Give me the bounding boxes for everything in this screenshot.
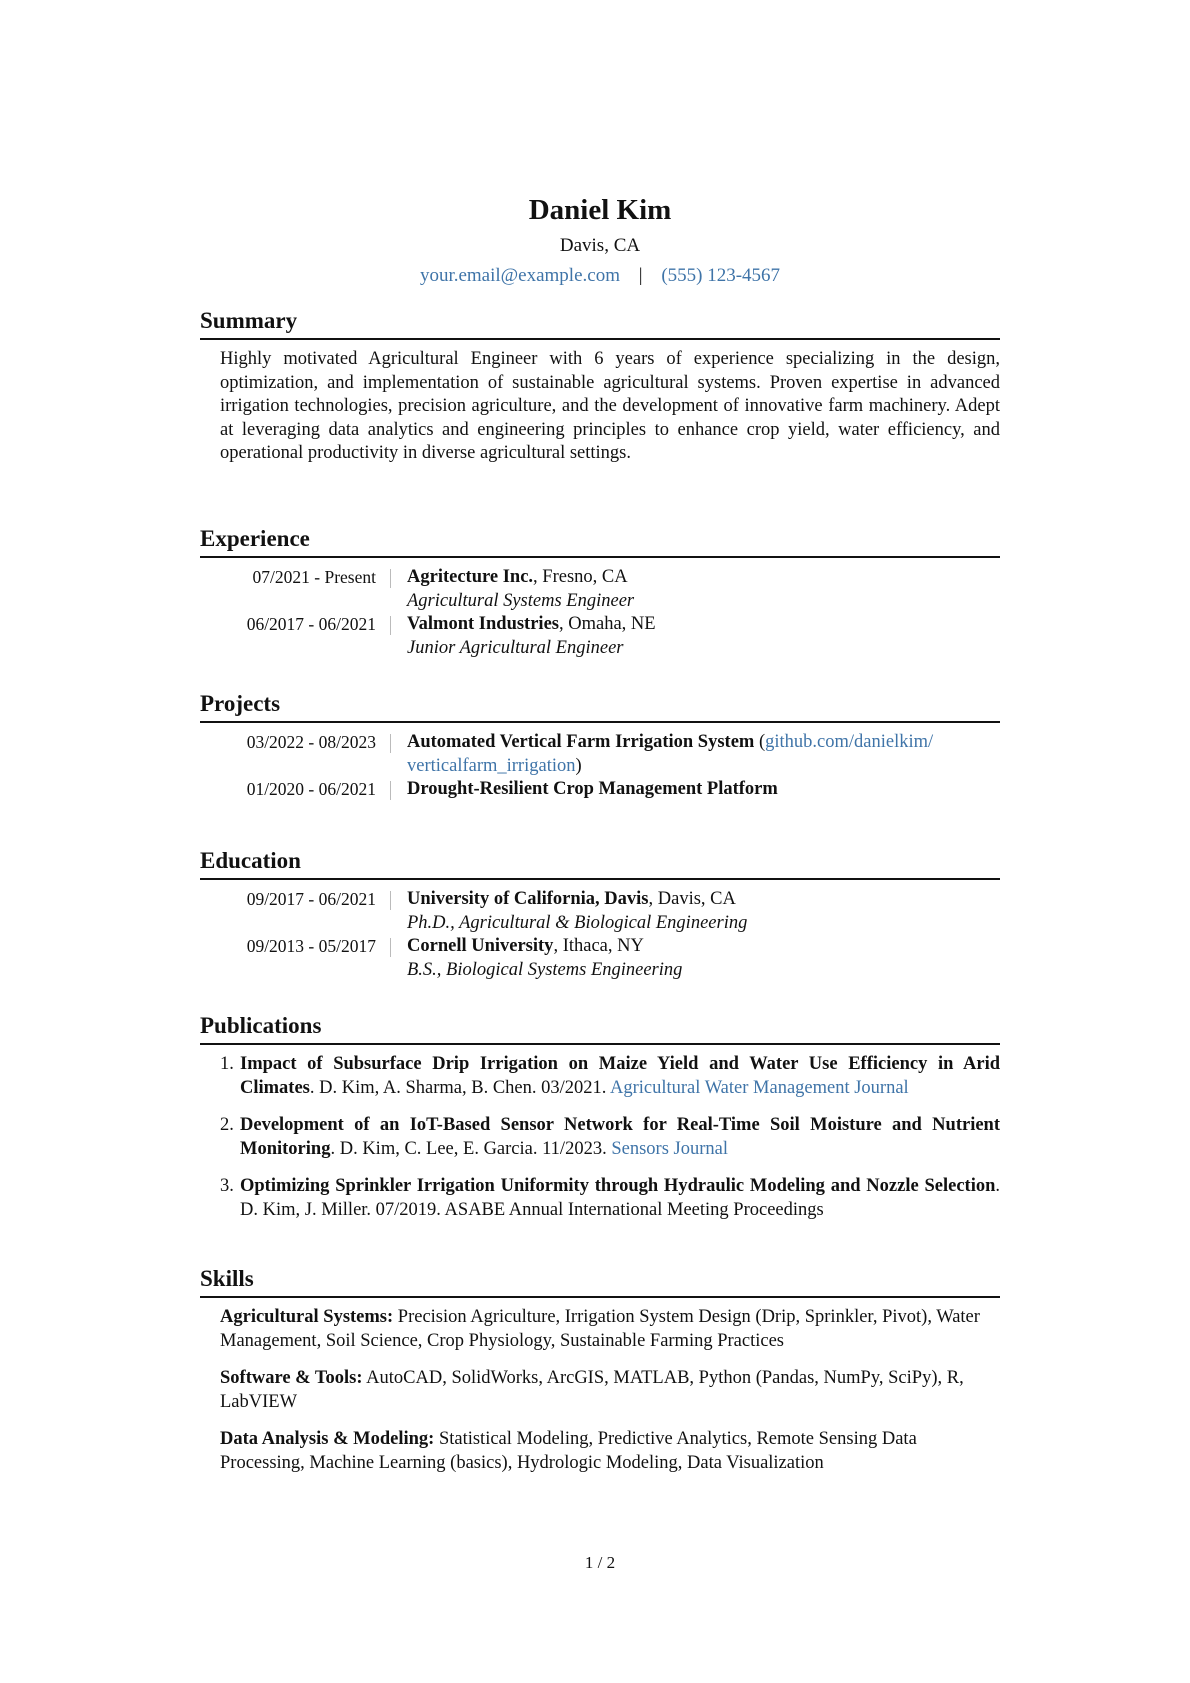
entry-role: Agricultural Systems Engineer	[407, 590, 635, 611]
section-title-summary: Summary	[200, 306, 1000, 340]
education-entry	[200, 935, 1000, 982]
entry-date: 01/2020 - 06/2021	[246, 779, 376, 799]
entry-degree: B.S., Biological Systems Engineering	[407, 959, 683, 980]
section-title-publications: Publications	[200, 1011, 1000, 1045]
entry-role: Junior Agricultural Engineer	[407, 637, 624, 658]
section-title-education: Education	[200, 846, 1000, 880]
entry-date: 09/2017 - 06/2021	[246, 889, 376, 909]
entry-org: University of California, Davis	[407, 889, 649, 909]
publication-item	[220, 1053, 1000, 1100]
publication-meta: . D. Kim, A. Sharma, B. Chen. 03/2021.	[309, 1077, 610, 1098]
skill-group	[220, 1428, 1000, 1475]
candidate-location: Davis, CA	[559, 235, 641, 256]
entry-org: Cornell University	[407, 936, 554, 956]
project-link-paren: (	[754, 732, 766, 752]
entry-date: 09/2013 - 05/2017	[246, 936, 376, 956]
publication-title: Impact of Subsurface Drip Irrigation on Maize Yield and Water Use Efficiency in Arid Climates	[240, 1054, 1000, 1098]
publication-number: 3.	[220, 1176, 234, 1196]
publication-venue-link[interactable]: Agricultural Water Management Journal	[610, 1077, 909, 1098]
project-link-paren: )	[575, 755, 582, 776]
experience-entry	[200, 566, 1000, 613]
project-entry	[200, 778, 1000, 802]
project-entry	[200, 731, 1000, 778]
publications-section	[200, 1011, 1000, 1236]
experience-entry	[200, 613, 1000, 660]
contact-line	[200, 262, 1000, 290]
publication-meta: . D. Kim, C. Lee, E. Garcia. 11/2023.	[330, 1138, 612, 1159]
skill-group	[220, 1367, 1000, 1414]
skill-label: Data Analysis & Modeling:	[220, 1429, 435, 1449]
skill-label: Software & Tools:	[220, 1368, 363, 1388]
skill-text: Statistical Modeling, Predictive Analytics, Remote Sensing Data Processing, Machine Learning (basics), Hydrologic Modeling, Data Visualization	[220, 1429, 917, 1473]
skills-section	[200, 1264, 1000, 1489]
experience-section	[200, 524, 1000, 660]
entry-date: 03/2022 - 08/2023	[246, 732, 376, 752]
project-name: Automated Vertical Farm Irrigation System	[407, 732, 755, 752]
contact-separator: |	[638, 265, 643, 286]
skill-text: Precision Agriculture, Irrigation System Design (Drip, Sprinkler, Pivot), Water Management, Soil Science, Crop Physiology, Sustainable Farming Practices	[220, 1307, 980, 1351]
entry-org: Agritecture Inc.	[407, 567, 534, 587]
entry-date: 07/2021 - Present	[252, 567, 376, 587]
publication-item	[220, 1175, 1000, 1222]
section-title-experience: Experience	[200, 524, 1000, 558]
entry-location: , Omaha, NE	[558, 614, 656, 634]
resume-header	[200, 190, 1000, 290]
summary-section	[200, 306, 1000, 466]
education-section	[200, 846, 1000, 982]
summary-text: Highly motivated Agricultural Engineer with 6 years of experience specializing in the design, optimization, and implementation of sustainable agricultural systems. Proven expertise in advanced irrigation technologies, precision agriculture, and the development of innovative farm machinery. Adept at leveraging data analytics and engineering principles to enhance crop yield, water efficiency, and operational productivity in diverse agricultural settings.	[220, 349, 1000, 463]
publication-item	[220, 1114, 1000, 1161]
phone-link[interactable]: (555) 123-4567	[661, 265, 781, 286]
section-title-skills: Skills	[200, 1264, 1000, 1298]
skill-text: AutoCAD, SolidWorks, ArcGIS, MATLAB, Python (Pandas, NumPy, SciPy), R, LabVIEW	[220, 1368, 964, 1412]
project-name: Drought-Resilient Crop Management Platform	[407, 779, 778, 799]
entry-date: 06/2017 - 06/2021	[246, 614, 376, 634]
entry-location: , Ithaca, NY	[553, 936, 644, 956]
section-title-projects: Projects	[200, 689, 1000, 723]
entry-location: , Davis, CA	[648, 889, 736, 909]
page-number: 1 / 2	[584, 1553, 616, 1572]
skill-label: Agricultural Systems:	[220, 1307, 394, 1327]
entry-degree: Ph.D., Agricultural & Biological Engineering	[407, 912, 748, 933]
publication-meta: . D. Kim, J. Miller. 07/2019. ASABE Annual International Meeting Proceedings	[240, 1176, 1000, 1220]
publication-title: Development of an IoT-Based Sensor Network for Real-Time Soil Moisture and Nutrient Monitoring	[240, 1115, 1000, 1159]
email-link[interactable]: your.email@example.com	[419, 265, 620, 286]
entry-org: Valmont Industries	[407, 614, 559, 634]
candidate-name: Daniel Kim	[528, 194, 672, 226]
publication-title: Optimizing Sprinkler Irrigation Uniformity through Hydraulic Modeling and Nozzle Selection	[240, 1176, 996, 1196]
publication-number: 2.	[220, 1115, 234, 1135]
publication-venue-link[interactable]: Sensors Journal	[611, 1138, 728, 1159]
publication-number: 1.	[220, 1054, 234, 1074]
education-entry	[200, 888, 1000, 935]
skill-group	[220, 1306, 1000, 1353]
resume-page	[200, 0, 1000, 1683]
projects-section	[200, 689, 1000, 802]
project-link[interactable]: github.com/danielkim/ verticalfarm_irrigation	[407, 732, 934, 776]
entry-location: , Fresno, CA	[533, 567, 628, 587]
